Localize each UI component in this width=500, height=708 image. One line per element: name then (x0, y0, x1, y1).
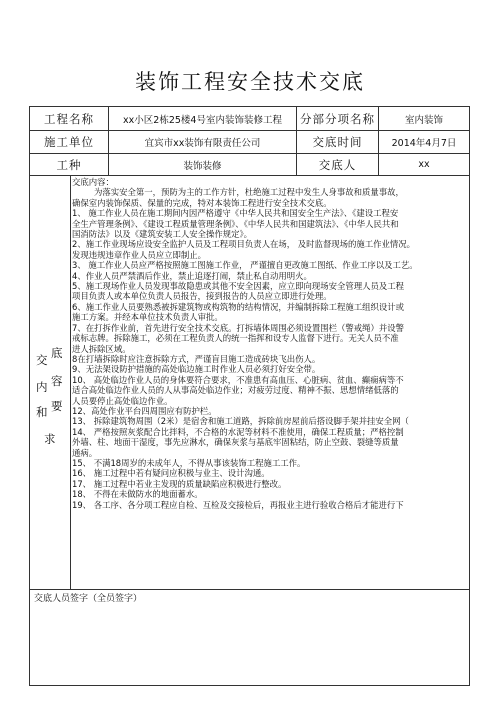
subproject-label: 分部分项名称 (300, 111, 375, 126)
content-line: 施工方案。并经本单位技术负责人审批。 (72, 312, 223, 323)
handover-content (72, 177, 468, 589)
content-line: 戒标志牌。拆除施工，必须在工程负责人的统一指挥和设专人监督下进行。无关人员不准 (72, 333, 399, 344)
column-divider (70, 175, 71, 589)
content-line: 1、 施工作业人员在施工期间内因严格遵守《中华人民共和国安全生产法》、《建设工程安 (72, 208, 399, 219)
content-line: 14、 严格按照灰浆配合比拌料，不合格的水泥等材料不准使用，确保工程质量；严格控制 (72, 426, 404, 437)
content-line: 18、 不得在未做防水的地面蓄水。 (72, 489, 203, 500)
content-line: 19、 各工序、各分项工程应自检、互检及交接检后，再报业主进行验收合格后才能进行下 (72, 499, 404, 510)
trade-label: 工种 (56, 157, 82, 172)
side-label-char: 和 (36, 405, 48, 419)
side-label-char: 底 (51, 346, 63, 360)
content-line: 通病。 (72, 447, 98, 458)
safety-handover-table (29, 106, 470, 686)
content-line: 4、作业人员严禁酒后作业，禁止追逐打闹，禁止私自动用明火。 (72, 270, 312, 281)
project-name-value: xx小区2栋25楼4号室内装饰装修工程 (123, 114, 282, 126)
content-line: 16、 施工过程中若有疑问应积极与业主、设计沟通。 (72, 468, 270, 479)
content-line: 12、高处作业平台四周围应有防护栏。 (72, 405, 217, 416)
content-line: 为落实安全第一，预防为主的工作方针，杜绝施工过程中发生人身事故和质量事故， (94, 187, 404, 198)
content-line: 17、 施工过程中若业主发现的质量缺陷应积极进行整改。 (72, 478, 287, 489)
construction-unit-value: 宜宾市xx装饰有限责任公司 (144, 138, 261, 149)
content-line: 国消防法》以及《建筑安装工人安全操作规定》。 (72, 229, 253, 240)
content-line: 人员要停止高处临边作业。 (72, 395, 173, 406)
content-side-label (30, 176, 70, 589)
content-line: 适合高处临边作业人员的人从事高处临边作业；对疲劳过度、精神不振、思想情绪低落的 (72, 385, 399, 396)
content-line: 9、无法架设防护措施的高处临边施工时作业人员必须打好安全带。 (72, 364, 321, 375)
project-name-label: 工程名称 (44, 111, 94, 126)
content-line: 外墙、柱、地面干湿度，事先应淋水，确保灰浆与基底牢固粘结，防止空鼓、裂缝等质量 (72, 437, 399, 448)
content-line: 7、在打拆作业前，首先进行安全技术交底。打拆墙体周围必须设置围栏（警戒绳）并设警 (72, 322, 404, 333)
content-line: 项目负责人或本单位负责人员报告，接到报告的人员应立即进行处理。 (72, 291, 332, 302)
content-line: 进人拆除区域。 (72, 343, 131, 354)
content-line: 10、 高处临边作业人员的身体要符合要求，不准患有高血压、心脏病、贫血、癫痫病等不 (72, 374, 404, 385)
content-line: 13、 拆除建筑物周围（2米）是宿舍和施工道路，拆除前房屋前后搭设脚手架并挂安全网（ (72, 416, 409, 427)
document-title: 装饰工程安全技术交底 (135, 70, 365, 94)
side-label-char: 容 (51, 374, 63, 388)
content-line: 全生产管理条例》、《建设工程质量管理条例》、《中华人民共和国建筑法》、《中华人民共和 (72, 218, 399, 229)
content-line: 15、 不满18周岁的未成年人，不得从事该装饰工程施工工作。 (72, 457, 306, 468)
content-line: 确保室内装饰保质、保量的完成，特对本装饰工程进行安全技术交底。 (72, 197, 332, 208)
handover-time-label: 交底时间 (312, 135, 363, 149)
content-line: 6、施工作业人员要熟悉被拆建筑物或构筑物的结构情况，并编制拆除工程施工组织设计或 (72, 301, 404, 312)
content-line: 交底内容： (72, 177, 114, 187)
construction-unit-label: 施工单位 (44, 135, 94, 149)
side-label-char: 求 (44, 432, 56, 446)
side-label-char: 要 (51, 399, 63, 413)
handover-person-label: 交底人 (318, 157, 357, 172)
content-line: 发现违规违章作业人员应立即制止。 (72, 249, 206, 260)
row-divider (30, 175, 469, 176)
side-label-char: 交 (36, 353, 48, 367)
handover-person-value: xx (418, 159, 430, 170)
handover-time-value: 2014年4月7日 (391, 138, 457, 149)
signature-label: 交底人员签字（全员签字） (34, 594, 143, 604)
row-divider (30, 589, 469, 590)
content-line: 5、施工现场作业人员发现事故隐患或其他不安全因素，应立即向现场安全管理人员及工程 (72, 281, 404, 292)
side-label-char: 内 (36, 380, 48, 394)
trade-value: 装饰装修 (183, 160, 222, 172)
content-line: 3、 施工作业人员应严格按照施工图施工作业， 严谨擅自更改施工图纸、作业工序以及工艺。 (72, 260, 418, 271)
content-line: 2、施工作业现场应设安全监护人员及工程项目负责人在场， 及时监督现场的施工作业情况。 (72, 239, 415, 250)
content-line: 8在打墙拆除时应注意拆除方式，严谨盲目施工造成砖块飞出伤人。 (72, 353, 321, 364)
subproject-value: 室内装饰 (404, 114, 443, 126)
